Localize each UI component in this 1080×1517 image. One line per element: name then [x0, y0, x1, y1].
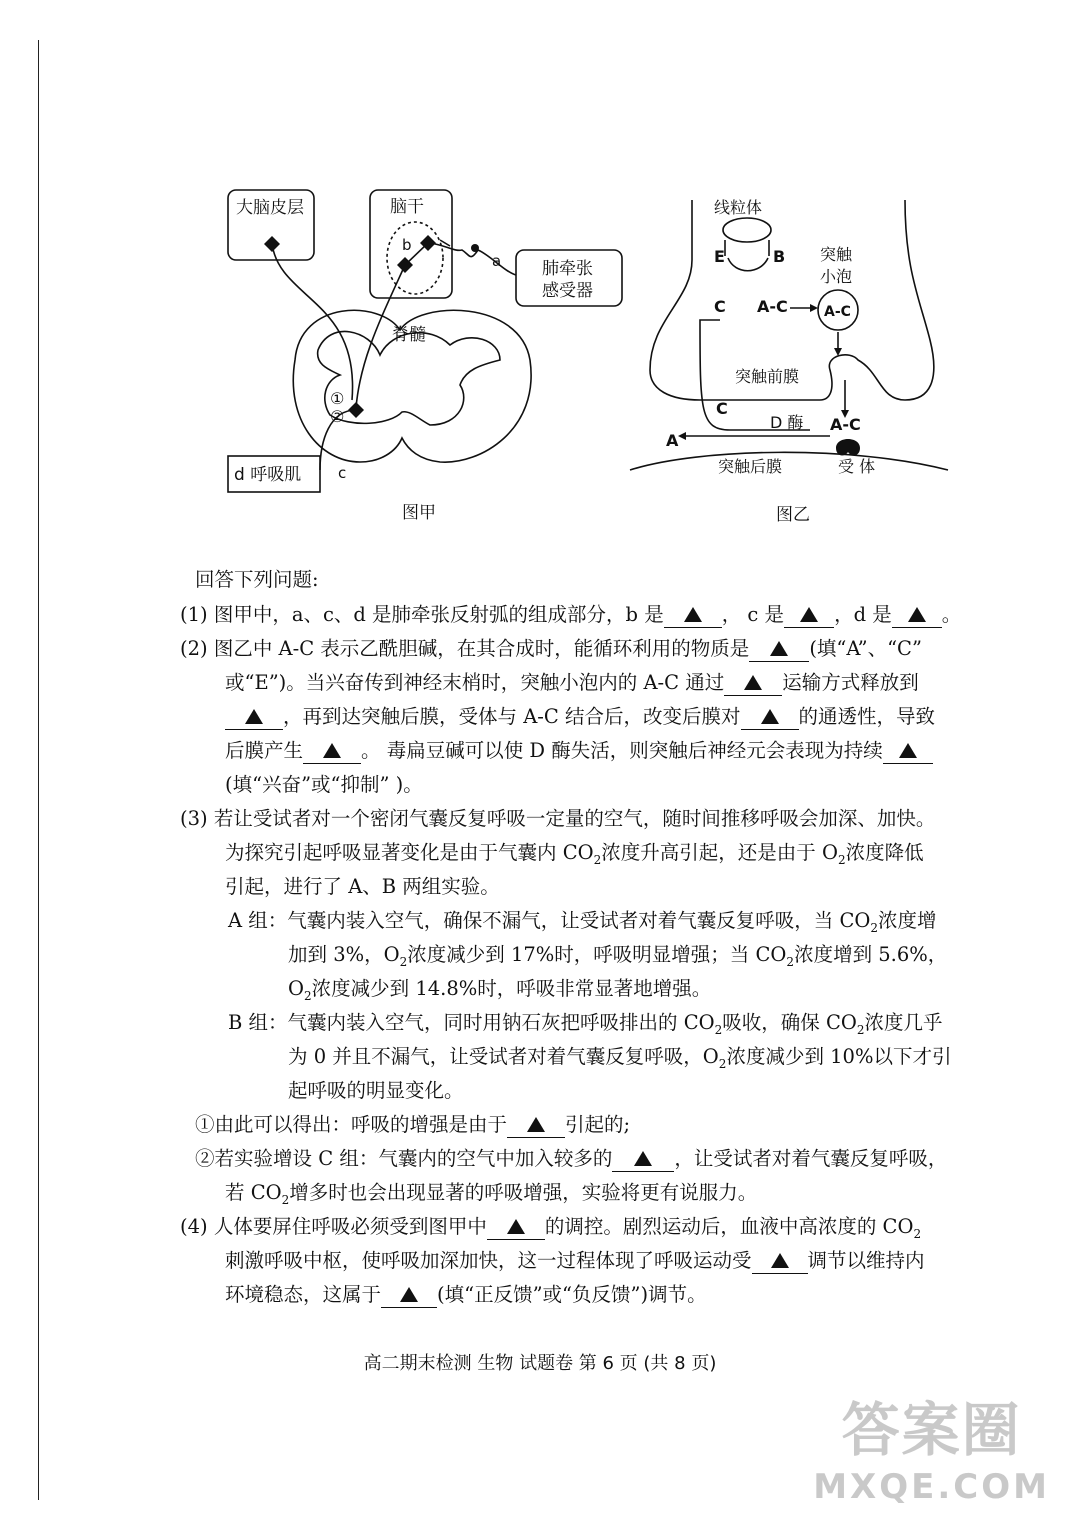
postsyn-label: 突触后膜	[718, 457, 783, 476]
q4-text: 调节以维持内	[807, 1249, 925, 1272]
q4-text: (4) 人体要屏住呼吸必须受到图甲中	[180, 1215, 487, 1238]
subscript: 2	[304, 988, 312, 1003]
figure-yi-labels	[666, 198, 875, 525]
q3-text: 为 0 并且不漏气，让受试者对着气囊反复呼吸，O	[288, 1045, 719, 1068]
q3-text: 吸收，确保 CO	[722, 1011, 857, 1034]
question-1	[180, 596, 961, 633]
question-3-line-3: 引起，进行了 A、B 两组实验。	[225, 875, 500, 898]
label-C-low: C	[716, 399, 728, 418]
q3-text: ②若实验增设 C 组：气囊内的空气中加入较多的	[195, 1147, 613, 1170]
postsynaptic-membrane	[630, 452, 948, 470]
watermark-line-2: MXQE.COM	[813, 1467, 1050, 1507]
spinal-neuron-diamond	[348, 402, 364, 418]
q3-text: 浓度升高引起，还是由于 O	[601, 841, 838, 864]
watermark-line-1: 答案圈	[841, 1396, 1022, 1464]
q3-text: 浓度降低	[845, 841, 924, 864]
page-footer: 高二期末检测 生物 试题卷 第 6 页 (共 8 页)	[363, 1353, 717, 1374]
figure-svg	[0, 0, 1080, 560]
receptor-label-2: 感受器	[542, 281, 593, 301]
cortex-label: 大脑皮层	[236, 198, 304, 218]
receptor-label-1: 肺牵张	[542, 259, 593, 279]
triangle-icon	[400, 1287, 418, 1302]
q2-blank-3[interactable]	[225, 705, 283, 730]
subscript: 2	[714, 1022, 723, 1037]
subscript: 2	[399, 954, 408, 969]
label-AC-vesicle: A-C	[824, 304, 851, 320]
q3-text: 加到 3%，O	[288, 943, 400, 966]
triangle-icon	[323, 743, 341, 758]
label-C-top: C	[714, 297, 726, 316]
q3-text: 浓度减少到 14.8%时，呼吸非常显著地增强。	[311, 977, 712, 1000]
subscript: 2	[718, 1056, 727, 1071]
label-B: B	[773, 247, 786, 266]
vesicle-label-1: 突触	[820, 245, 853, 264]
subscript: 2	[856, 1022, 865, 1037]
q3-blank-1[interactable]	[507, 1113, 565, 1138]
q2-text: 。 毒扁豆碱可以使 D 酶失活，则突触后神经元会表现为持续	[361, 739, 883, 762]
question-2-line-1	[180, 630, 922, 667]
q1-blank-1[interactable]	[664, 603, 722, 628]
question-3-line-1: (3) 若让受试者对一个密闭气囊反复呼吸一定量的空气，随时间推移呼吸会加深、加快。	[180, 807, 936, 830]
q4-text: 环境稳态，这属于	[225, 1283, 382, 1306]
vesicle-label-2: 小泡	[820, 267, 853, 286]
subscript: 2	[281, 1192, 290, 1207]
label-a: a	[492, 252, 502, 270]
figures-area	[0, 0, 1080, 560]
q2-text: 或“E”)。当兴奋传到神经末梢时，突触小泡内的 A-C 通过	[225, 671, 725, 694]
q4-blank-2[interactable]	[752, 1249, 808, 1274]
arrowhead-4	[678, 432, 686, 440]
triangle-icon	[761, 709, 779, 724]
q3-blank-2[interactable]	[612, 1147, 674, 1172]
q3-text: 为探究引起呼吸显著变化是由于气囊内 CO	[225, 841, 594, 864]
spinal-label: 脊髓	[392, 325, 426, 345]
q2-blank-6[interactable]	[883, 739, 933, 764]
caption-jia: 图甲	[402, 503, 436, 523]
intro-line: 回答下列问题:	[195, 568, 319, 591]
q3-text: A 组：气囊内装入空气，确保不漏气，让受试者对着气囊反复呼吸，当 CO	[228, 909, 871, 932]
q4-blank-3[interactable]	[381, 1283, 437, 1308]
triangle-icon	[771, 1253, 789, 1268]
triangle-icon	[634, 1151, 652, 1166]
triangle-icon	[800, 607, 818, 622]
subscript: 2	[786, 954, 795, 969]
presyn-label: 突触前膜	[735, 367, 800, 386]
q3-text: ，让受试者对着气囊反复呼吸，	[674, 1147, 948, 1170]
q2-blank-1[interactable]	[749, 637, 809, 662]
mitochondrion	[723, 218, 771, 242]
question-3-sub-2	[195, 1140, 947, 1177]
question-2-line-4	[225, 732, 933, 769]
q3-text: O	[288, 977, 304, 1000]
triangle-icon	[527, 1117, 545, 1132]
q2-blank-4[interactable]	[741, 705, 799, 730]
watermark-logo	[813, 1383, 1050, 1507]
subscript: 2	[837, 852, 846, 867]
q2-text: (2) 图乙中 A-C 表示乙酰胆碱，在其合成时，能循环利用的物质是	[180, 637, 750, 660]
receptor-ending-dot	[471, 244, 479, 252]
caption-yi: 图乙	[776, 505, 810, 525]
subscript: 2	[913, 1226, 922, 1241]
q1-blank-2[interactable]	[784, 603, 834, 628]
q3-text: 浓度减少到 17%时，呼吸明显增强；当 CO	[407, 943, 787, 966]
triangle-icon	[908, 607, 926, 622]
question-4-line-3	[225, 1276, 707, 1313]
label-A: A	[666, 431, 679, 450]
label-c: c	[338, 464, 347, 482]
arrowhead-1	[810, 304, 818, 312]
q4-blank-1[interactable]	[487, 1215, 545, 1240]
label-E: E	[714, 247, 725, 266]
question-2-line-3	[225, 698, 935, 735]
q3-text: 浓度几乎	[864, 1011, 943, 1034]
mito-label: 线粒体	[714, 198, 763, 217]
q4-text: (填“正反馈”或“负反馈”)调节。	[437, 1283, 707, 1306]
cycle-arc-bottom	[728, 258, 768, 271]
q2-text: ，再到达突触后膜，受体与 A-C 结合后，改变后膜对	[283, 705, 741, 728]
label-circle-2: ②	[330, 407, 345, 426]
brainstem-center-circle	[387, 222, 443, 294]
q3-text: ①由此可以得出：呼吸的增强是由于	[195, 1113, 508, 1136]
triangle-icon	[899, 743, 917, 758]
group-b-line-3: 起呼吸的明显变化。	[288, 1079, 464, 1102]
q3-text: 浓度增到 5.6%，	[794, 943, 948, 966]
triangle-icon	[245, 709, 263, 724]
question-4-line-2	[225, 1242, 925, 1279]
q1-text-1: (1) 图甲中，a、c、d 是肺牵张反射弧的组成部分，b 是	[180, 603, 664, 626]
cortex-neuron-diamond	[264, 236, 280, 252]
muscle-label: d 呼吸肌	[234, 465, 302, 485]
figure-jia-labels	[234, 197, 593, 523]
label-b: b	[402, 236, 412, 254]
figure-jia-nodes	[264, 235, 479, 418]
q3-text: 浓度增	[878, 909, 937, 932]
q2-text: (填“A”、“C”	[809, 637, 922, 660]
receptor-yi-label: 受 体	[838, 457, 876, 476]
q3-text: 浓度减少到 10%以下才引	[726, 1045, 952, 1068]
triangle-icon	[744, 675, 762, 690]
enzyme-label: D 酶	[770, 413, 804, 432]
q1-text-3: ，d 是	[834, 603, 892, 626]
triangle-icon	[770, 641, 788, 656]
q4-text: 的调控。剧烈运动后，血液中高浓度的 CO	[544, 1215, 914, 1238]
label-circle-1: ①	[330, 389, 345, 408]
q3-text: B 组：气囊内装入空气，同时用钠石灰把呼吸排出的 CO	[228, 1011, 715, 1034]
q1-text-4: 。	[941, 603, 962, 626]
q1-text-2: ， c 是	[721, 603, 785, 626]
receptor-shape	[836, 439, 860, 455]
subscript: 2	[870, 920, 879, 935]
question-2-line-2	[225, 664, 919, 701]
brainstem-label: 脑干	[390, 197, 424, 217]
q2-blank-2[interactable]	[724, 671, 782, 696]
triangle-icon	[507, 1219, 525, 1234]
cortex-pathway	[272, 244, 353, 400]
q2-text: 后膜产生	[225, 739, 304, 762]
subscript: 2	[593, 852, 602, 867]
label-AC-mid: A-C	[757, 297, 788, 316]
question-2-line-5: (填“兴奋”或“抑制” )。	[225, 773, 423, 796]
q4-text: 刺激呼吸中枢，使呼吸加深加快，这一过程体现了呼吸运动受	[225, 1249, 752, 1272]
question-3-sub-1	[195, 1106, 630, 1143]
q2-text: 的通透性，导致	[798, 705, 936, 728]
q2-text: 运输方式释放到	[782, 671, 919, 694]
q1-blank-3[interactable]	[892, 603, 942, 628]
q3-text: 若 CO	[225, 1181, 282, 1204]
q2-blank-5[interactable]	[303, 739, 361, 764]
q3-text: 增多时也会出现显著的呼吸增强，实验将更有说服力。	[289, 1181, 758, 1204]
q3-text: 引起的;	[565, 1113, 631, 1136]
triangle-icon	[684, 607, 702, 622]
label-AC-low: A-C	[830, 415, 861, 434]
